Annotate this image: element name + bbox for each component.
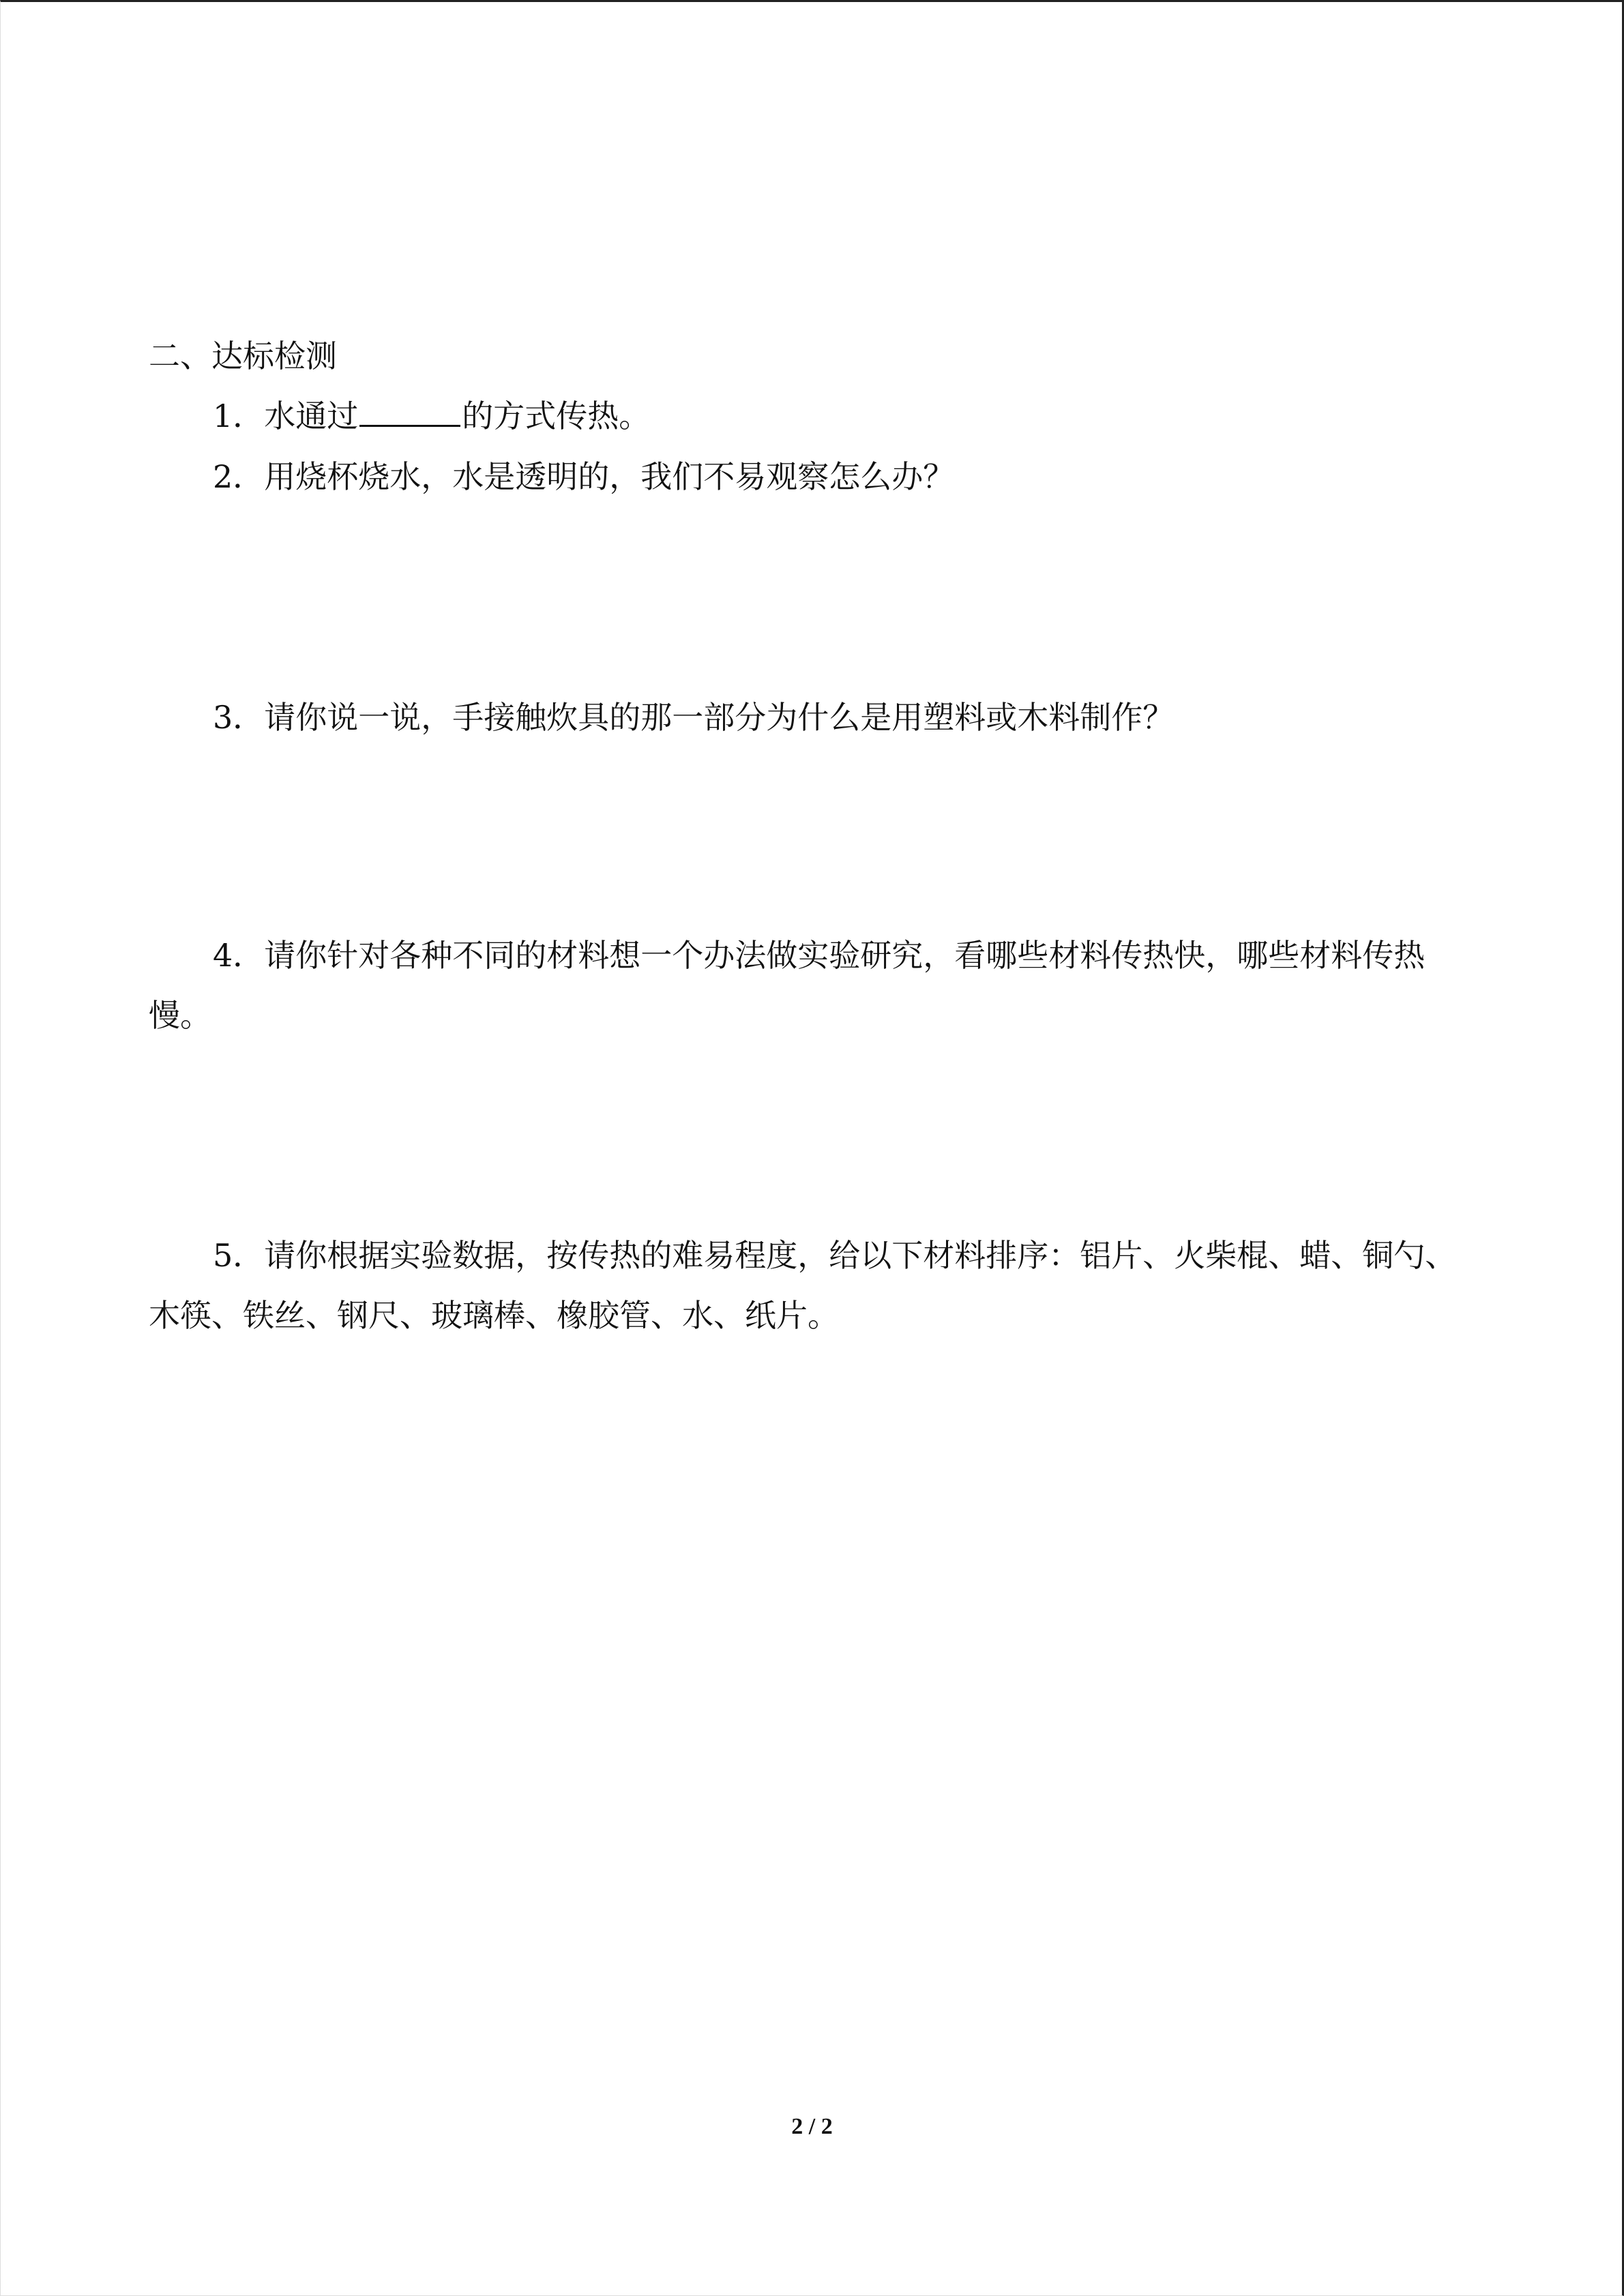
question-2-text: 用烧杯烧水，水是透明的，我们不易观察怎么办？ — [264, 458, 955, 495]
answer-blank[interactable] — [359, 398, 460, 427]
question-4 — [149, 925, 1486, 1045]
section-title: 二、达标检测 — [149, 338, 337, 374]
question-1-text-before-blank: 水通过 — [264, 398, 359, 434]
question-3-text: 请你说一说，手接触炊具的那一部分为什么是用塑料或木料制作？ — [264, 699, 1175, 736]
question-2 — [149, 447, 1486, 507]
question-4-number: 4． — [213, 937, 265, 974]
question-3-number: 3． — [213, 699, 265, 736]
question-5 — [149, 1225, 1486, 1345]
question-3 — [149, 687, 1486, 747]
question-1 — [149, 386, 1486, 446]
page-number: 2 / 2 — [791, 2114, 833, 2139]
question-4-text: 请你针对各种不同的材料想一个办法做实验研究，看哪些材料传热快，哪些材料传热慢。 — [149, 937, 1426, 1034]
question-2-number: 2． — [213, 458, 265, 495]
question-1-text-after-blank: 的方式传热。 — [462, 398, 651, 434]
question-1-number: 1． — [213, 398, 265, 434]
question-5-number: 5． — [213, 1237, 265, 1274]
question-5-text: 请你根据实验数据，按传热的难易程度，给以下材料排序：铝片、火柴棍、蜡、铜勺、木筷、铁丝、钢尺、玻璃棒、橡胶管、水、纸片。 — [149, 1237, 1457, 1334]
